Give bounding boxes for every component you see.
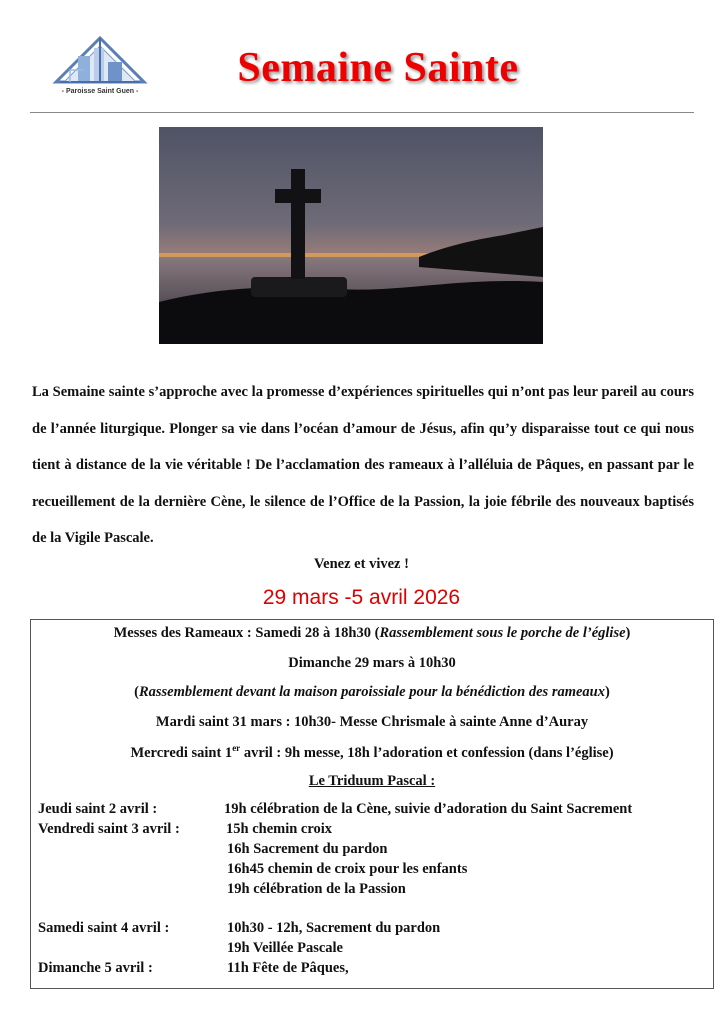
- cross-sunset-photo: [159, 127, 543, 344]
- vendredi-event-4: 19h célébration de la Passion: [227, 881, 406, 897]
- mercredi-line: Mercredi saint 1er avril : 9h messe, 18h l’adoration et confession (dans l’église): [130, 743, 614, 761]
- dimanche-note: (Rassemblement devant la maison paroissiale pour la bénédiction des rameaux): [134, 684, 610, 700]
- vendredi-label: Vendredi saint 3 avril :: [38, 821, 180, 837]
- jeudi-label: Jeudi saint 2 avril :: [38, 801, 158, 817]
- church-logo-icon: [50, 34, 150, 88]
- date-range: 29 mars -5 avril 2026: [262, 586, 461, 609]
- dimanche5-event: 11h Fête de Pâques,: [227, 960, 349, 976]
- page-title: Semaine Sainte: [237, 45, 519, 91]
- parish-logo: [44, 34, 156, 100]
- rameaux-line: Messes des Rameaux : Samedi 28 à 18h30 (Rassemblement sous le porche de l’église): [113, 625, 631, 641]
- dimanche5-label: Dimanche 5 avril :: [38, 960, 153, 976]
- vendredi-event-2: 16h Sacrement du pardon: [227, 841, 388, 857]
- schedule-box: [30, 619, 714, 989]
- triduum-title: Le Triduum Pascal :: [308, 773, 436, 789]
- header-divider: [30, 112, 694, 113]
- samedi-event-1: 10h30 - 12h, Sacrement du pardon: [227, 920, 441, 936]
- intro-paragraph: La Semaine sainte s’approche avec la promesse d’expériences spirituelles qui n’ont pas leur pareil au cours de l’année liturgique. Plonger sa vie dans l’océan d’amour de Jésus, afin qu’y disparaisse tout ce qui nous tient à distance de la vie véritable ! De l’acclamation des rameaux à l’alléluia de Pâques, en passant par le recueillement de la dernière Cène, le silence de l’Office de la Passion, la joie fébrile des nouveaux baptisés de la Vigile Pascale.: [32, 384, 694, 546]
- samedi-event-2: 19h Veillée Pascale: [227, 940, 343, 956]
- jeudi-event: 19h célébration de la Cène, suivie d’adoration du Saint Sacrement: [224, 801, 633, 817]
- samedi-label: Samedi saint 4 avril :: [38, 920, 170, 936]
- mardi-line: Mardi saint 31 mars : 10h30- Messe Chrismale à sainte Anne d’Auray: [155, 714, 589, 730]
- vendredi-event-1: 15h chemin croix: [226, 821, 333, 837]
- dimanche-line: Dimanche 29 mars à 10h30: [288, 655, 456, 671]
- invitation-text: Venez et vivez !: [314, 556, 409, 572]
- vendredi-event-3: 16h45 chemin de croix pour les enfants: [227, 861, 468, 877]
- logo-caption: - Paroisse Saint Guen -: [61, 88, 139, 95]
